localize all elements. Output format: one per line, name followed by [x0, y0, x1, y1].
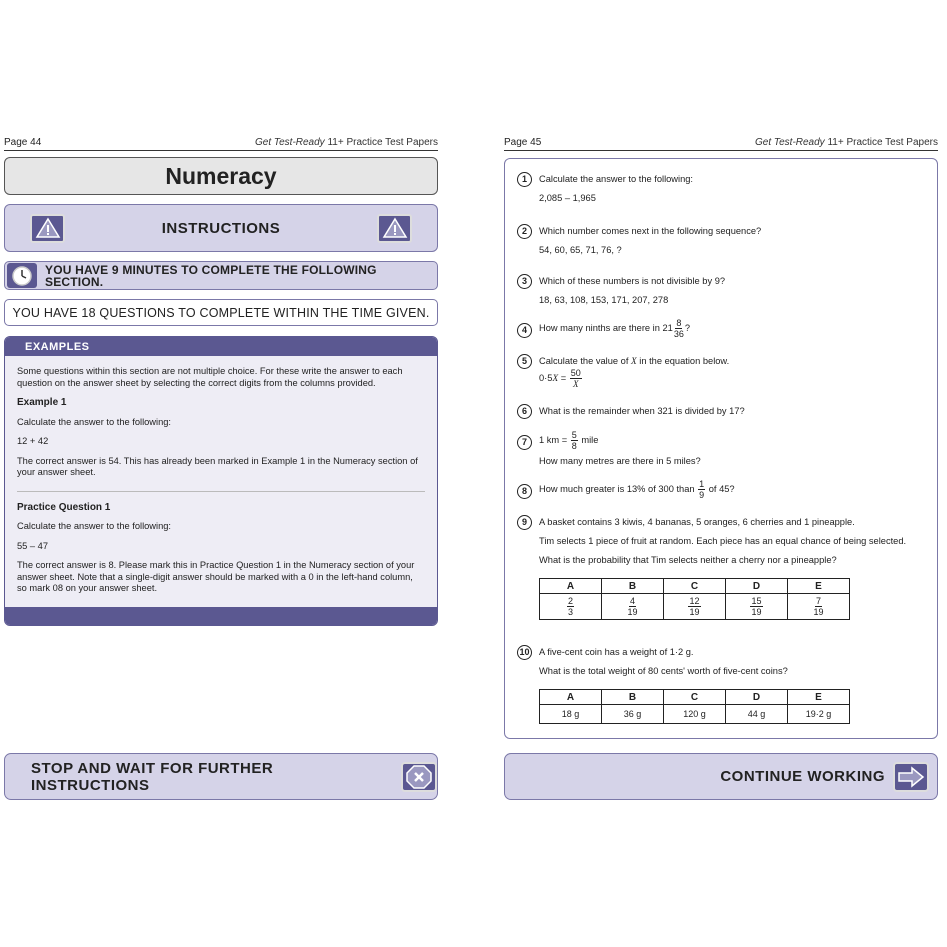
stop-banner — [4, 753, 438, 800]
example1-sum: 12 + 42 — [17, 436, 49, 446]
question-subtext: What is the total weight of 80 cents' worth of five-cent coins? — [539, 666, 788, 676]
time-limit-banner — [4, 261, 438, 290]
practice-prompt: Calculate the answer to the following: — [17, 521, 172, 531]
example1-answer: The correct answer is 54. This has already been marked in Example 1 in the Numeracy section of your answer sheet. — [17, 455, 418, 477]
fraction: $\frac{8}{36}$ — [673, 318, 684, 339]
stop-icon — [401, 762, 437, 792]
warning-icon — [377, 214, 412, 243]
option-value[interactable]: 120 g — [664, 705, 726, 724]
question-text: Calculate the value of X in the equation below. — [539, 356, 730, 367]
option-value[interactable]: $\frac{12}{19}$ — [664, 594, 726, 620]
option-value[interactable]: $\frac{4}{19}$ — [602, 594, 664, 620]
question-subtext: Tim selects 1 piece of fruit at random. Each piece has an equal chance of being selected. — [539, 536, 907, 546]
option-letter: D — [726, 690, 788, 705]
option-value[interactable]: $\frac{7}{19}$ — [788, 594, 850, 620]
question-number: 6 — [517, 404, 532, 419]
question-text: A basket contains 3 kiwis, 4 bananas, 5 oranges, 6 cherries and 1 pineapple. — [539, 517, 855, 527]
question-number: 2 — [517, 224, 532, 239]
divider — [17, 491, 425, 492]
question-number: 10 — [517, 645, 532, 660]
question-text: 1 km = $\frac{5}{8}$ mile — [539, 430, 599, 451]
question-text: Calculate the answer to the following: — [539, 174, 694, 184]
option-value[interactable]: $\frac{15}{19}$ — [726, 594, 788, 620]
practice-title: Practice Question 1 — [17, 501, 111, 513]
option-letter: A — [540, 690, 602, 705]
option-letter: B — [602, 579, 664, 594]
question-text: How many ninths are there in 21 $\frac{8}{36}$ ? — [539, 318, 691, 339]
page-header — [4, 135, 438, 151]
question-text: What is the remainder when 321 is divided by 17? — [539, 406, 745, 416]
option-value[interactable]: $\frac{2}{3}$ — [540, 594, 602, 620]
question-number: 1 — [517, 172, 532, 187]
option-letter: C — [664, 690, 726, 705]
clock-icon — [7, 263, 37, 288]
right-page — [504, 135, 938, 151]
continue-label: CONTINUE WORKING — [720, 768, 885, 785]
option-value[interactable]: 36 g — [602, 705, 664, 724]
fraction: $\frac{1}{9}$ — [699, 479, 705, 500]
examples-intro: Some questions within this section are not multiple choice. For these write the answer to each question on the answer sheet by selecting the correct digits from the columns provided. — [17, 366, 403, 388]
examples-footer — [5, 607, 437, 625]
warning-icon — [30, 214, 65, 243]
question-subtext: How many metres are there in 5 miles? — [539, 456, 701, 466]
arrow-right-icon — [893, 762, 929, 792]
question-text: How much greater is 13% of 300 than $\frac{1}{9}$ of 45? — [539, 479, 735, 500]
example1-prompt: Calculate the answer to the following: — [17, 416, 172, 427]
option-letter: C — [664, 579, 726, 594]
practice-sum: 55 – 47 — [17, 540, 49, 551]
time-limit-text: YOU HAVE 9 MINUTES TO COMPLETE THE FOLLOWING SECTION. — [45, 262, 377, 289]
question-number: 7 — [517, 435, 532, 450]
question-number: 8 — [517, 484, 532, 499]
stop-label: STOP AND WAIT FOR FURTHER INSTRUCTIONS — [31, 759, 274, 794]
option-letter: A — [540, 579, 602, 594]
answer-options-q9 — [539, 578, 850, 620]
page-number: Page 45 — [504, 137, 542, 148]
question-count-banner: YOU HAVE 18 QUESTIONS TO COMPLETE WITHIN THE TIME GIVEN. — [4, 299, 438, 326]
question-equation: 0·5X = $\frac{50}{X}$ — [539, 368, 581, 389]
practice-answer: The correct answer is 8. Please mark this in Practice Question 1 in the Numeracy section of your answer sheet. Note that a single-digit answer should be marked with a 0 in the left-hand column, so mark 08 on your answer sheet. — [17, 560, 415, 593]
question-text: Which number comes next in the following sequence? — [539, 226, 762, 236]
answer-options-q10 — [539, 689, 850, 724]
question-subtext: What is the probability that Tim selects neither a cherry nor a pineapple? — [539, 555, 837, 565]
option-letter: E — [788, 579, 850, 594]
question-text: Which of these numbers is not divisible by 9? — [539, 276, 726, 286]
examples-panel — [4, 336, 438, 626]
examples-heading: EXAMPLES — [5, 337, 437, 356]
series-title: Get Test-Ready 11+ Practice Test Papers — [755, 137, 938, 148]
section-title: Numeracy — [4, 157, 438, 195]
option-letter: B — [602, 690, 664, 705]
fraction: $\frac{5}{8}$ — [571, 430, 577, 451]
example1-title: Example 1 — [17, 397, 67, 408]
examples-body — [5, 356, 437, 607]
continue-banner — [504, 753, 938, 800]
option-letter: D — [726, 579, 788, 594]
option-value[interactable]: 19·2 g — [788, 705, 850, 724]
option-value[interactable]: 18 g — [540, 705, 602, 724]
question-sum: 2,085 – 1,965 — [539, 193, 596, 203]
question-number: 4 — [517, 323, 532, 338]
question-sequence: 54, 60, 65, 71, 76, ? — [539, 245, 622, 255]
instructions-banner — [4, 204, 438, 252]
question-number: 9 — [517, 515, 532, 530]
question-number: 3 — [517, 274, 532, 289]
fraction: $\frac{50}{X}$ — [570, 368, 581, 389]
left-page — [4, 135, 438, 626]
question-text: A five-cent coin has a weight of 1·2 g. — [539, 647, 694, 657]
questions-panel — [504, 158, 938, 739]
option-letter: E — [788, 690, 850, 705]
series-title: Get Test-Ready 11+ Practice Test Papers — [255, 137, 438, 148]
question-number: 5 — [517, 354, 532, 369]
page-header — [504, 135, 938, 151]
instructions-title: INSTRUCTIONS — [161, 219, 281, 237]
page-number: Page 44 — [4, 137, 42, 148]
option-value[interactable]: 44 g — [726, 705, 788, 724]
question-list: 18, 63, 108, 153, 171, 207, 278 — [539, 295, 669, 305]
